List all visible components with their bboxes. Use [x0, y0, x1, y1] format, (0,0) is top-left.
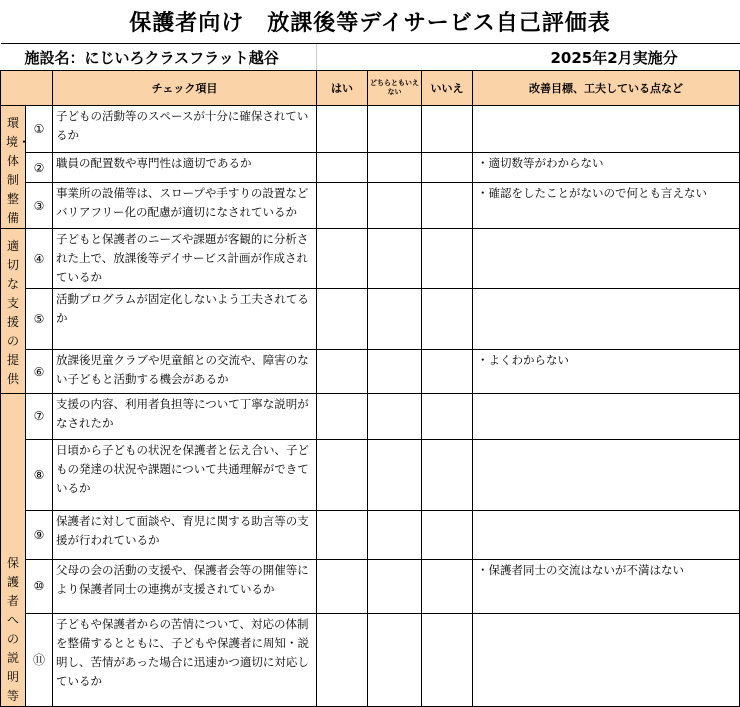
answer-no-cell[interactable]	[422, 152, 473, 183]
answer-yes-cell[interactable]	[317, 613, 368, 706]
facility-name: にじいろクラスフラット越谷	[84, 48, 279, 67]
question-text: 子どもや保護者からの苦情について、対応の体制を整備するとともに、子どもや保護者に周知・説明し、苦情があった場合に迅速かつ適切に対応しているか	[53, 613, 317, 706]
comment-cell[interactable]	[473, 439, 740, 511]
answer-yes-cell[interactable]	[317, 439, 368, 511]
row-number: ⑤	[26, 289, 53, 350]
answer-no-cell[interactable]	[422, 229, 473, 289]
answer-neither-cell[interactable]	[368, 183, 422, 229]
comment-cell[interactable]	[473, 106, 740, 153]
answer-yes-cell[interactable]	[317, 152, 368, 183]
answer-neither-cell[interactable]	[368, 350, 422, 394]
category-parents: 保護者への説明等	[1, 394, 26, 707]
header-neither: どちらともいえない	[368, 71, 422, 106]
header-yes: はい	[317, 71, 368, 106]
question-text: 職員の配置数や専門性は適切であるか	[53, 152, 317, 183]
row-number: ⑦	[26, 394, 53, 440]
answer-yes-cell[interactable]	[317, 560, 368, 613]
answer-no-cell[interactable]	[422, 394, 473, 440]
comment-cell[interactable]: ・確認をしたことがないので何とも言えない	[473, 183, 740, 229]
answer-yes-cell[interactable]	[317, 289, 368, 350]
answer-neither-cell[interactable]	[368, 229, 422, 289]
facility-cell	[1, 44, 317, 71]
question-text: 活動プログラムが固定化しないよう工夫されてるか	[53, 289, 317, 350]
answer-neither-cell[interactable]	[368, 613, 422, 706]
answer-neither-cell[interactable]	[368, 106, 422, 153]
comment-cell[interactable]	[473, 511, 740, 560]
answer-no-cell[interactable]	[422, 183, 473, 229]
sheet-title: 保護者向け 放課後等デイサービス自己評価表	[1, 0, 740, 44]
answer-neither-cell[interactable]	[368, 152, 422, 183]
answer-neither-cell[interactable]	[368, 394, 422, 440]
comment-cell[interactable]	[473, 289, 740, 350]
row-number: ⑪	[26, 613, 53, 706]
answer-yes-cell[interactable]	[317, 106, 368, 153]
answer-neither-cell[interactable]	[368, 439, 422, 511]
answer-neither-cell[interactable]	[368, 511, 422, 560]
question-text: 子どもと保護者のニーズや課題が客観的に分析された上で、放課後等デイサービス計画が作成されているか	[53, 229, 317, 289]
survey-date: 2025年2月実施分	[473, 44, 740, 71]
question-text: 父母の会の活動の支援や、保護者会等の開催等により保護者同士の連携が支援されているか	[53, 560, 317, 613]
comment-cell[interactable]: ・よくわからない	[473, 350, 740, 394]
answer-yes-cell[interactable]	[317, 511, 368, 560]
answer-yes-cell[interactable]	[317, 183, 368, 229]
answer-no-cell[interactable]	[422, 106, 473, 153]
question-text: 支援の内容、利用者負担等について丁寧な説明がなされたか	[53, 394, 317, 440]
question-text: 事業所の設備等は、スロープや手すりの設置などバリアフリー化の配慮が適切になされているか	[53, 183, 317, 229]
answer-no-cell[interactable]	[422, 289, 473, 350]
row-number: ⑨	[26, 511, 53, 560]
header-no: いいえ	[422, 71, 473, 106]
row-number: ②	[26, 152, 53, 183]
answer-no-cell[interactable]	[422, 511, 473, 560]
comment-cell[interactable]	[473, 394, 740, 440]
question-text: 子どもの活動等のスペースが十分に確保されているか	[53, 106, 317, 153]
header-improvement: 改善目標、工夫している点など	[473, 71, 740, 106]
answer-no-cell[interactable]	[422, 560, 473, 613]
row-number: ④	[26, 229, 53, 289]
answer-yes-cell[interactable]	[317, 229, 368, 289]
row-number: ⑧	[26, 439, 53, 511]
answer-yes-cell[interactable]	[317, 350, 368, 394]
question-text: 放課後児童クラブや児童館との交流や、障害のない子どもと活動する機会があるか	[53, 350, 317, 394]
answer-no-cell[interactable]	[422, 350, 473, 394]
answer-neither-cell[interactable]	[368, 560, 422, 613]
row-number: ③	[26, 183, 53, 229]
comment-cell[interactable]	[473, 229, 740, 289]
question-text: 日頃から子どもの状況を保護者と伝え合い、子どもの発達の状況や課題について共通理解ができているか	[53, 439, 317, 511]
facility-label: 施設名：	[24, 48, 85, 67]
comment-cell[interactable]	[473, 613, 740, 706]
category-support: 適切な支援の提供	[1, 229, 26, 394]
answer-no-cell[interactable]	[422, 613, 473, 706]
row-number: ⑥	[26, 350, 53, 394]
category-environment: 環境・体制整備	[1, 106, 26, 229]
answer-no-cell[interactable]	[422, 439, 473, 511]
comment-cell[interactable]: ・適切数等がわからない	[473, 152, 740, 183]
header-check-items: チェック項目	[53, 71, 317, 106]
question-text: 保護者に対して面談や、育児に関する助言等の支援が行われているか	[53, 511, 317, 560]
row-number: ①	[26, 106, 53, 153]
row-number: ⑩	[26, 560, 53, 613]
answer-neither-cell[interactable]	[368, 289, 422, 350]
comment-cell[interactable]: ・保護者同士の交流はないが不満はない	[473, 560, 740, 613]
answer-yes-cell[interactable]	[317, 394, 368, 440]
